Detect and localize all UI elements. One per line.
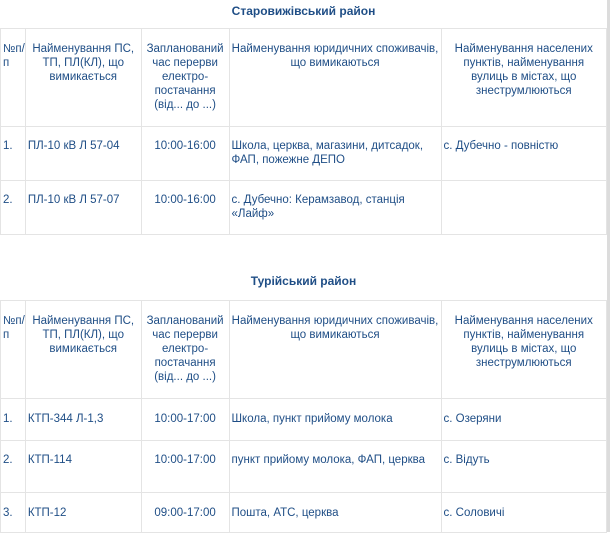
row-name: КТП-12 bbox=[25, 492, 141, 532]
row-num: 1. bbox=[1, 126, 26, 180]
section-header bbox=[1, 0, 607, 28]
section-header bbox=[1, 234, 607, 300]
row-consumers: Школа, пункт прийому молока bbox=[229, 398, 441, 440]
row-time: 09:00-17:00 bbox=[141, 492, 229, 532]
row-name: КТП-344 Л-1,3 bbox=[25, 398, 141, 440]
header-consumers: Найменування юридичних споживачів, що вимикаються bbox=[229, 300, 441, 398]
row-num: 1. bbox=[1, 398, 26, 440]
row-name: КТП-114 bbox=[25, 440, 141, 492]
header-num: №п/п bbox=[1, 300, 26, 398]
section-title: Турійський район bbox=[1, 234, 607, 300]
header-time: Запланований час перерви електро-постачання (від... до ...) bbox=[141, 28, 229, 126]
section-title: Старовижівський район bbox=[1, 0, 607, 28]
header-time: Запланований час перерви електро-постачання (від... до ...) bbox=[141, 300, 229, 398]
row-name: ПЛ-10 кВ Л 57-04 bbox=[25, 126, 141, 180]
table-row bbox=[1, 398, 607, 440]
row-settlements: с. Відуть bbox=[441, 440, 607, 492]
table-header-row bbox=[1, 300, 607, 398]
row-time: 10:00-16:00 bbox=[141, 180, 229, 234]
row-time: 10:00-16:00 bbox=[141, 126, 229, 180]
table-row bbox=[1, 126, 607, 180]
row-settlements: с. Дубечно - повністю bbox=[441, 126, 607, 180]
table-header-row bbox=[1, 28, 607, 126]
row-num: 2. bbox=[1, 440, 26, 492]
row-settlements: с. Озеряни bbox=[441, 398, 607, 440]
row-settlements bbox=[441, 180, 607, 234]
row-name: ПЛ-10 кВ Л 57-07 bbox=[25, 180, 141, 234]
row-time: 10:00-17:00 bbox=[141, 398, 229, 440]
table-row bbox=[1, 440, 607, 492]
table-row bbox=[1, 492, 607, 532]
header-name: Найменування ПС, ТП, ПЛ(КЛ), що вимикається bbox=[25, 28, 141, 126]
header-num: №п/п bbox=[1, 28, 26, 126]
row-settlements: с. Соловичі bbox=[441, 492, 607, 532]
row-num: 3. bbox=[1, 492, 26, 532]
header-consumers: Найменування юридичних споживачів, що вимикаються bbox=[229, 28, 441, 126]
row-consumers: Школа, церква, магазини, дитсадок, ФАП, пожежне ДЕПО bbox=[229, 126, 441, 180]
row-consumers: пункт прийому молока, ФАП, церква bbox=[229, 440, 441, 492]
row-consumers: Пошта, АТС, церква bbox=[229, 492, 441, 532]
row-consumers: с. Дубечно: Керамзавод, станція «Лайф» bbox=[229, 180, 441, 234]
header-name: Найменування ПС, ТП, ПЛ(КЛ), що вимикається bbox=[25, 300, 141, 398]
row-num: 2. bbox=[1, 180, 26, 234]
header-settlements: Найменування населених пунктів, найменування вулиць в містах, що знеструмлюються bbox=[441, 28, 607, 126]
row-time: 10:00-17:00 bbox=[141, 440, 229, 492]
header-settlements: Найменування населених пунктів, найменування вулиць в містах, що знеструмлюються bbox=[441, 300, 607, 398]
table-row bbox=[1, 180, 607, 234]
